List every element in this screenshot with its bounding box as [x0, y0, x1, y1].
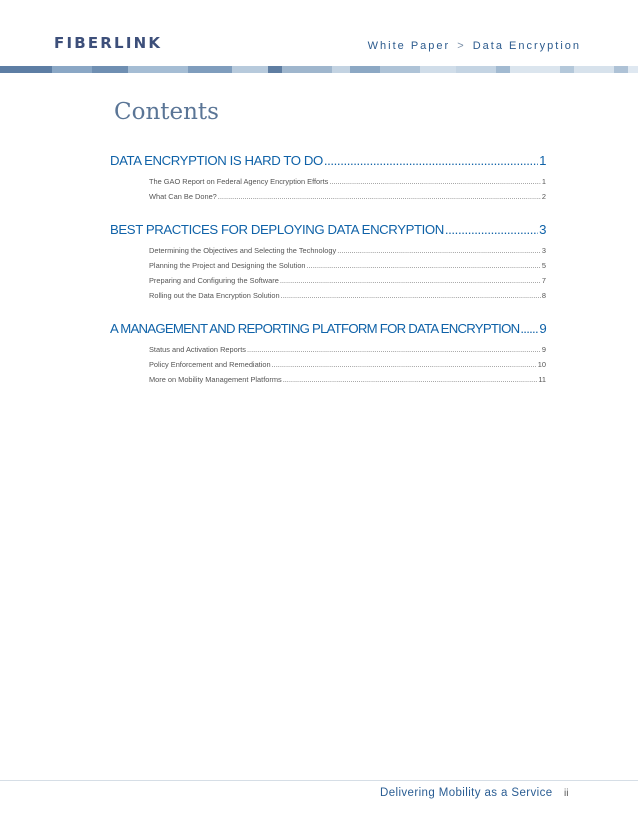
toc-entry[interactable]	[110, 369, 546, 384]
toc-entry-title: Policy Enforcement and Remediation	[149, 360, 271, 369]
dot-leader	[445, 222, 538, 237]
toc-entry-title: Determining the Objectives and Selecting the Technology	[149, 246, 337, 255]
doc-type: White Paper	[367, 40, 451, 52]
toc-entry[interactable]	[110, 240, 546, 255]
dot-leader	[283, 375, 538, 384]
toc-entry[interactable]	[110, 354, 546, 369]
contents-title: Contents	[114, 99, 219, 125]
toc-entry-title: More on Mobility Management Platforms	[149, 375, 282, 384]
toc-section-page: 1	[539, 153, 546, 168]
toc-section	[110, 217, 546, 300]
toc-section-title: BEST PRACTICES FOR DEPLOYING DATA ENCRYPTION	[110, 222, 444, 237]
band-segment	[268, 66, 282, 73]
toc-entry[interactable]	[110, 171, 546, 186]
toc-entry-page: 9	[541, 345, 546, 354]
band-segment	[456, 66, 496, 73]
band-segment	[188, 66, 232, 73]
toc-section-heading[interactable]	[110, 148, 546, 168]
dot-leader	[247, 345, 541, 354]
toc-section-page: 9	[539, 321, 546, 336]
dot-leader	[218, 192, 541, 201]
toc-entry-page: 2	[541, 192, 546, 201]
fiberlink-logo: FIBERLINK	[54, 34, 163, 52]
band-segment	[380, 66, 420, 73]
dot-leader	[520, 321, 538, 336]
dot-leader	[324, 153, 538, 168]
band-segment	[128, 66, 188, 73]
band-segment	[420, 66, 456, 73]
toc-entry-title: The GAO Report on Federal Agency Encryption Efforts	[149, 177, 329, 186]
toc-section-title: DATA ENCRYPTION IS HARD TO DO	[110, 153, 323, 168]
toc-section	[110, 316, 546, 384]
toc-section-page: 3	[539, 222, 546, 237]
band-segment	[92, 66, 128, 73]
band-segment	[560, 66, 574, 73]
band-segment	[574, 66, 614, 73]
toc-entry-title: Planning the Project and Designing the Solution	[149, 261, 306, 270]
toc-entry-title: Status and Activation Reports	[149, 345, 246, 354]
toc-section-title: A MANAGEMENT AND REPORTING PLATFORM FOR DATA ENCRYPTION	[110, 321, 520, 336]
toc-section-heading[interactable]	[110, 217, 546, 237]
dot-leader	[337, 246, 541, 255]
doc-topic: Data Encryption	[472, 40, 581, 52]
dot-leader	[329, 177, 540, 186]
dot-leader	[307, 261, 541, 270]
dot-leader	[272, 360, 537, 369]
band-segment	[282, 66, 332, 73]
toc-entry-title: What Can Be Done?	[149, 192, 217, 201]
band-segment	[614, 66, 628, 73]
band-segment	[232, 66, 268, 73]
toc-entry[interactable]	[110, 255, 546, 270]
band-segment	[510, 66, 560, 73]
toc-entry-page: 10	[537, 360, 546, 369]
toc-entry[interactable]	[110, 285, 546, 300]
toc-entry-page: 3	[541, 246, 546, 255]
toc-entry-page: 8	[541, 291, 546, 300]
band-segment	[496, 66, 510, 73]
toc-entry-title: Rolling out the Data Encryption Solution	[149, 291, 280, 300]
toc-section	[110, 148, 546, 201]
toc-entry[interactable]	[110, 186, 546, 201]
footer-divider	[0, 780, 638, 781]
toc-entry-title: Preparing and Configuring the Software	[149, 276, 279, 285]
table-of-contents	[110, 148, 546, 400]
dot-leader	[280, 276, 541, 285]
dot-leader	[281, 291, 541, 300]
toc-entry-page: 5	[541, 261, 546, 270]
footer-tagline: Delivering Mobility as a Service	[380, 787, 553, 799]
header-breadcrumb	[368, 40, 581, 52]
toc-entry[interactable]	[110, 270, 546, 285]
band-segment	[332, 66, 350, 73]
band-segment	[52, 66, 92, 73]
breadcrumb-separator: >	[457, 40, 466, 52]
toc-entry-page: 7	[541, 276, 546, 285]
header-band	[0, 66, 638, 73]
band-segment	[350, 66, 380, 73]
toc-entry[interactable]	[110, 339, 546, 354]
page-number: ii	[564, 788, 569, 799]
toc-entry-page: 11	[538, 375, 546, 384]
toc-entry-page: 1	[541, 177, 546, 186]
band-segment	[0, 66, 52, 73]
toc-section-heading[interactable]	[110, 316, 546, 336]
